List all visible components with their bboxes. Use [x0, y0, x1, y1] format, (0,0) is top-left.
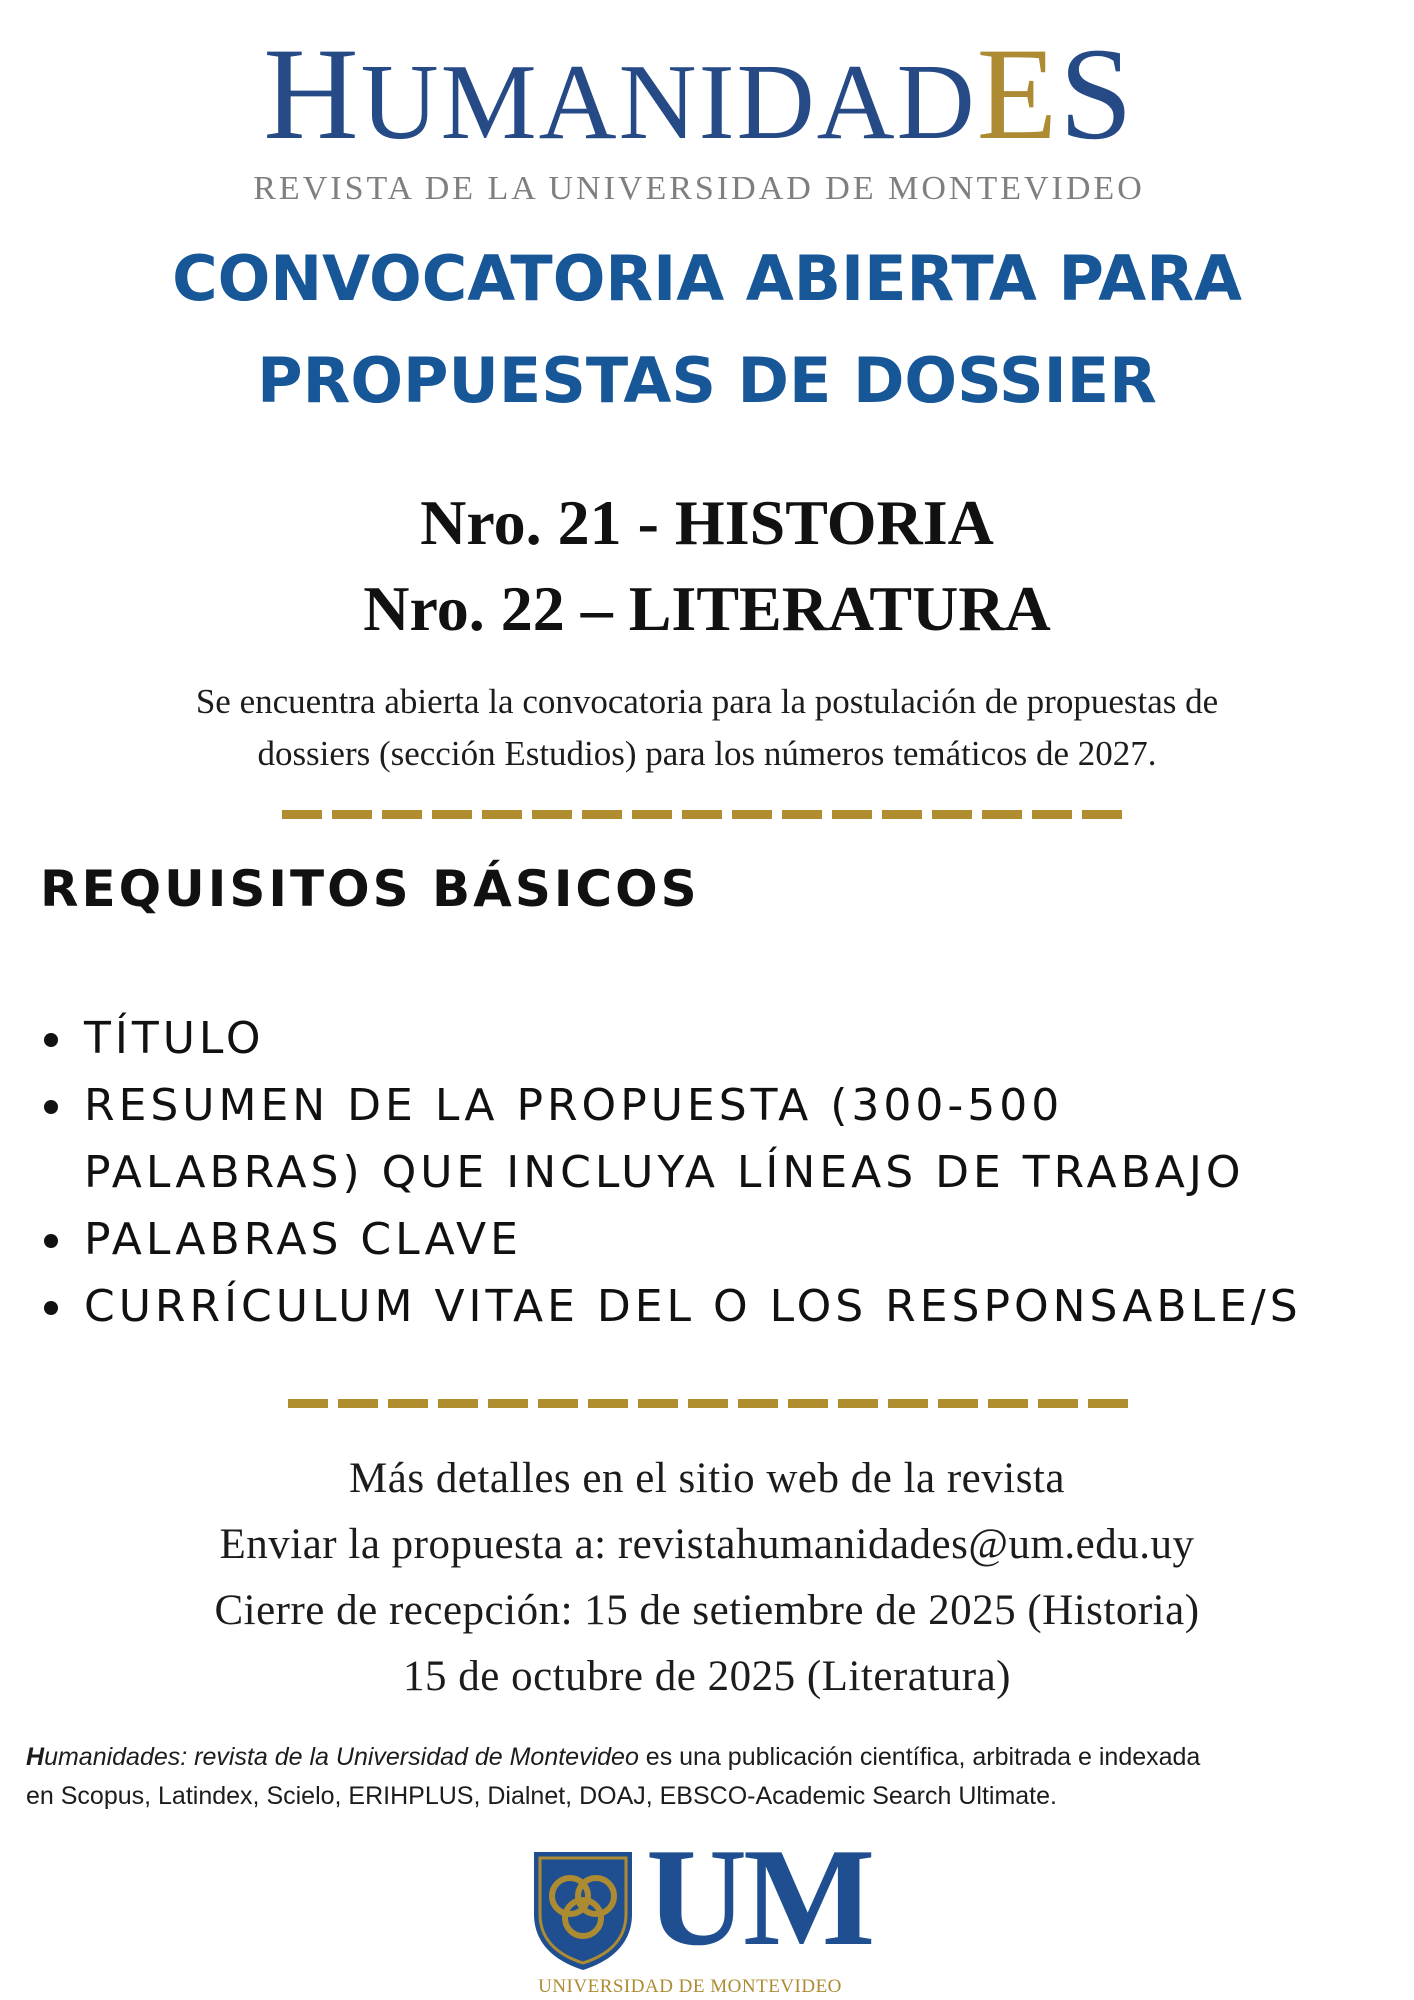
- requirements-title: REQUISITOS BÁSICOS: [40, 860, 700, 918]
- list-item: RESUMEN DE LA PROPUESTA (300-500: [40, 1072, 1414, 1139]
- gold-dashed-divider: [288, 1399, 1130, 1408]
- intro-paragraph: Se encuentra abierta la convocatoria para la postulación de propuestas de dossiers (sección Estudios) para los números temáticos de 2027.: [195, 682, 1219, 773]
- university-logo: [520, 1820, 900, 2000]
- issue-list: [0, 480, 1414, 652]
- university-shield-icon: [530, 1848, 636, 1972]
- submission-details: [0, 1446, 1414, 1710]
- issue-literature: Nro. 22 – LITERATURA: [363, 573, 1051, 644]
- list-item: CURRÍCULUM VITAE DEL O LOS RESPONSABLE/S: [40, 1273, 1414, 1340]
- list-item-continuation: PALABRAS) QUE INCLUYA LÍNEAS DE TRABAJO: [84, 1147, 1245, 1198]
- bullet-icon: [44, 1033, 58, 1047]
- requirements-list: [40, 1005, 1414, 1340]
- journal-masthead: [0, 20, 1414, 208]
- issue-history: Nro. 21 - HISTORIA: [420, 487, 994, 558]
- journal-title: HUMANIDADES: [263, 20, 1135, 167]
- university-initials: UM: [646, 1820, 872, 1975]
- journal-subtitle: REVISTA DE LA UNIVERSIDAD DE MONTEVIDEO: [253, 170, 1145, 207]
- bullet-icon: [44, 1234, 58, 1248]
- university-name: UNIVERSIDAD DE MONTEVIDEO: [538, 1976, 842, 1997]
- call-heading: [0, 228, 1414, 432]
- website-note: Más detalles en el sitio web de la revista: [349, 1455, 1065, 1502]
- bullet-icon: [44, 1100, 58, 1114]
- list-item: TÍTULO: [40, 1005, 1414, 1072]
- deadline-literature: 15 de octubre de 2025 (Literatura): [403, 1653, 1011, 1700]
- call-heading-line-1: CONVOCATORIA ABIERTA PARA: [172, 242, 1242, 315]
- list-item: PALABRAS CLAVE: [40, 1206, 1414, 1273]
- journal-title-accent-letter: E: [976, 20, 1060, 167]
- deadline-history: Cierre de recepción: 15 de setiembre de 2025 (Historia): [214, 1587, 1200, 1634]
- bullet-icon: [44, 1301, 58, 1315]
- indexing-note: Humanidades: revista de la Universidad de Montevideo es una publicación científica, arbitrada e indexada en Scopus, Latindex, Scielo, ERIHPLUS, Dialnet, DOAJ, EBSCO-Academic Search Ultimate.: [26, 1743, 1201, 1810]
- submission-email: Enviar la propuesta a: revistahumanidades@um.edu.uy: [219, 1521, 1195, 1568]
- gold-dashed-divider: [282, 810, 1124, 819]
- call-heading-line-2: PROPUESTAS DE DOSSIER: [257, 344, 1157, 417]
